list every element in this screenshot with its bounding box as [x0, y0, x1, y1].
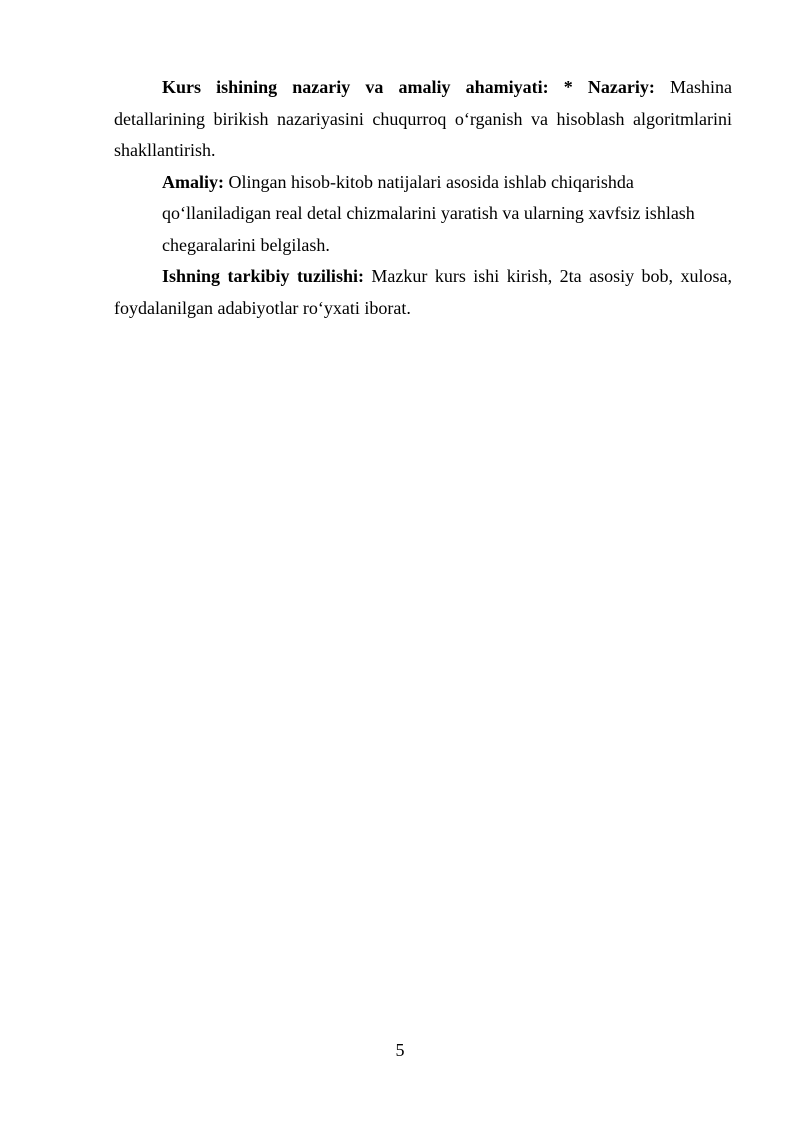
- paragraph-text: Mashina detallarining birikish nazariyasini chuqurroq o‘rganish va hisoblash algoritmlarini shakllantirish.: [114, 77, 732, 160]
- page-number: 5: [395, 1040, 405, 1060]
- paragraph-structure: [114, 261, 732, 324]
- paragraph-significance: [114, 72, 732, 167]
- page-content: [114, 72, 732, 324]
- paragraph-heading: Kurs ishining nazariy va amaliy ahamiyati: * Nazariy:: [162, 77, 655, 97]
- paragraph-text: Olingan hisob-kitob natijalari asosida ishlab chiqarishda qo‘llaniladigan real detal chizmalarini yaratish va ularning xavfsiz ishlash chegaralarini belgilash.: [162, 171, 695, 255]
- paragraph-text: Mazkur kurs ishi kirish, 2ta asosiy bob, xulosa, foydalanilgan adabiyotlar ro‘yxati iborat.: [114, 266, 732, 318]
- paragraph-heading: Amaliy:: [162, 171, 224, 192]
- paragraph-heading: Ishning tarkibiy tuzilishi:: [162, 266, 364, 286]
- paragraph-practical: [114, 167, 732, 262]
